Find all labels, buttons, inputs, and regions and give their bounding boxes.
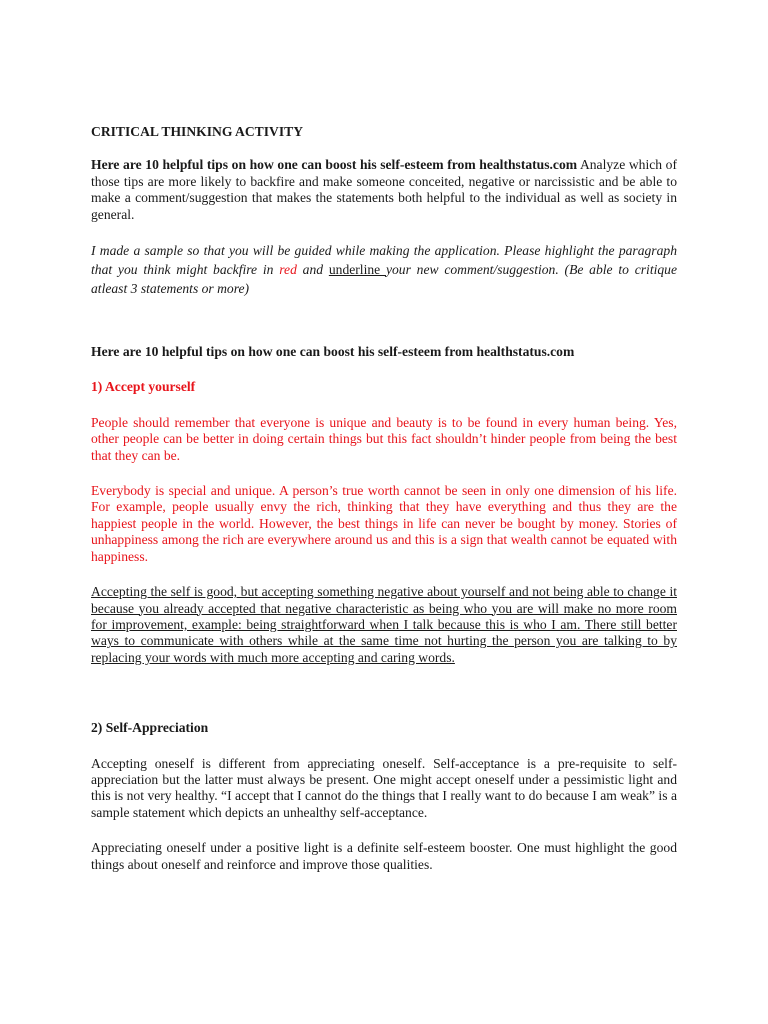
red-paragraph-1: People should remember that everyone is unique and beauty is to be found in every human being. Yes, other people can be better in doing certain things but this fact shouldn’t hinder people from being the best that they can be. — [91, 414, 677, 463]
instruction-part2: and — [296, 262, 329, 278]
document-title: CRITICAL THINKING ACTIVITY — [91, 124, 304, 139]
section-heading-accept-yourself: 1) Accept yourself — [91, 379, 196, 395]
intro-text: Analyze which of those tips are more likely to backfire and make someone conceited, negative or narcissistic and be able to make a comment/suggestion that makes the statements both helpful to the individual as well as society in general. — [91, 157, 677, 222]
instruction-part1: I made a sample so that you will be guided while making the application. Please highlight the paragraph that you think might backfire in — [91, 243, 677, 278]
intro-bold-lead: Here are 10 helpful tips on how one can boost his self-esteem from healthstatus.com — [91, 157, 578, 173]
document-page — [91, 124, 677, 873]
instruction-red-word: red — [279, 262, 297, 278]
appreciation-paragraph-2: Appreciating oneself under a positive light is a definite self-esteem booster. One must highlight the good things about oneself and reinforce and improve those qualities. — [91, 840, 677, 872]
subheading: Here are 10 helpful tips on how one can boost his self-esteem from healthstatus.com — [91, 344, 575, 360]
appreciation-paragraph-1: Accepting oneself is different from appreciating oneself. Self-acceptance is a pre-requisite to self-appreciation but the latter must always be present. One might accept oneself under a pessimistic light and this is not very healthy. “I accept that I cannot do the things that I really want to do because I am weak” is a sample statement which depicts an unhealthy self-acceptance. — [91, 755, 677, 820]
instruction-part3: your new comment/suggestion. (Be able to critique atleast 3 statements or more) — [91, 262, 678, 297]
instruction-underline-word: underline — [328, 262, 386, 278]
section-heading-self-appreciation: 2) Self-Appreciation — [91, 720, 209, 736]
red-paragraph-2: Everybody is special and unique. A person’s true worth cannot be seen in only one dimension of his life. For example, people usually envy the rich, thinking that they have everything and thus they are the happiest people in the world. However, the best things in life can never be bought by money. Stories of unhappiness among the rich are everywhere around us and this is a sign that wealth cannot be equated with happiness. — [91, 483, 677, 564]
instruction-paragraph — [91, 241, 677, 298]
comment-paragraph: Accepting the self is good, but accepting something negative about yourself and not being able to change it because you already accepted that negative characteristic as being who you are will make no more room for improvement, example: being straightforward when I talk because this is who I am. There still better ways to communicate with others while at the same time not hurting the person you are talking to by replacing your words with much more accepting and caring words. — [91, 584, 677, 665]
intro-paragraph — [91, 157, 677, 223]
